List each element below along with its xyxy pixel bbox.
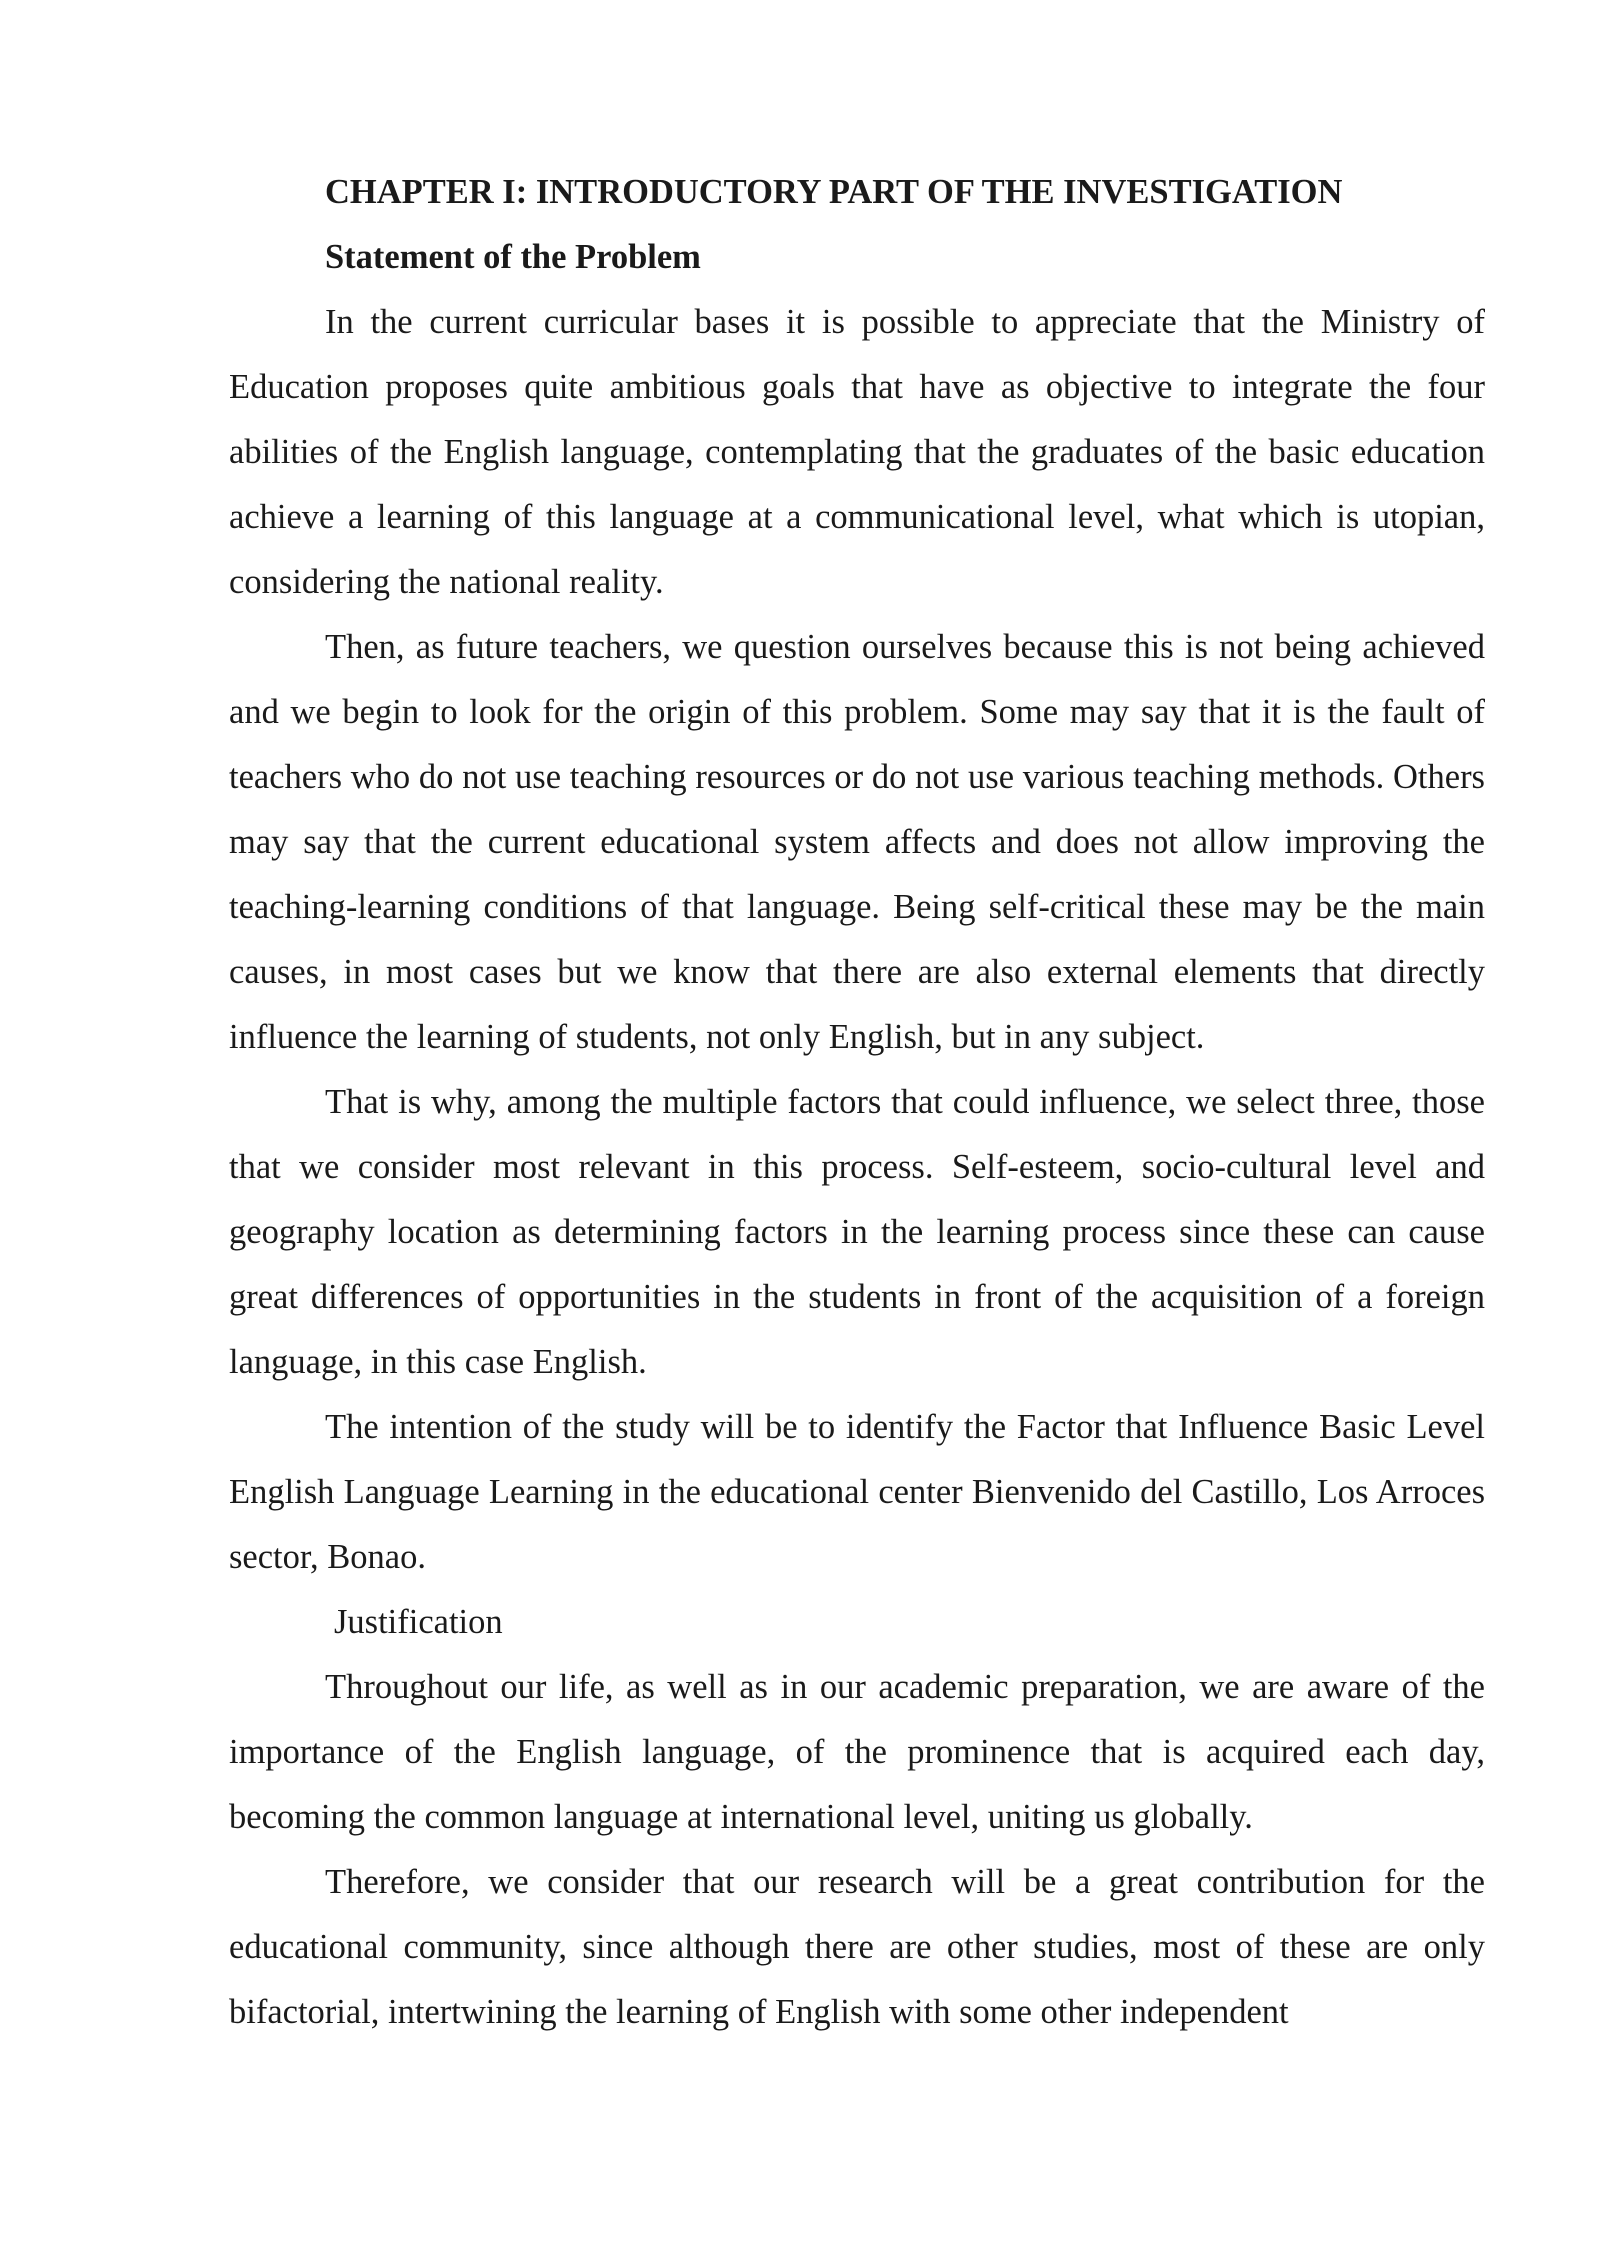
paragraph: Therefore, we consider that our research will be a great contribution for the educational community, since although there are other studies, most of these are only bifactorial, intertwining the learning of English with some other independent (229, 1863, 1485, 2031)
paragraph: That is why, among the multiple factors that could influence, we select three, those that we consider most relevant in this process. Self-esteem, socio-cultural level and geography location as determining factors in the learning process since these can cause great differences of opportunities in the students in front of the acquisition of a foreign language, in this case English. (229, 1083, 1485, 1381)
paragraph: Throughout our life, as well as in our academic preparation, we are aware of the importance of the English language, of the prominence that is acquired each day, becoming the common language at international level, uniting us globally. (229, 1668, 1485, 1836)
paragraph: In the current curricular bases it is possible to appreciate that the Ministry of Education proposes quite ambitious goals that have as objective to integrate the four abilities of the English language, contemplating that the graduates of the basic education achieve a learning of this language at a communicational level, what which is utopian, considering the national reality. (229, 303, 1485, 601)
paragraph: The intention of the study will be to identify the Factor that Influence Basic Level English Language Learning in the educational center Bienvenido del Castillo, Los Arroces sector, Bonao. (229, 1408, 1485, 1576)
chapter-title: CHAPTER I: INTRODUCTORY PART OF THE INVESTIGATION (325, 173, 1343, 211)
paragraph: Then, as future teachers, we question ourselves because this is not being achieved and we begin to look for the origin of this problem. Some may say that it is the fault of teachers who do not use teaching resources or do not use various teaching methods. Others may say that the current educational system affects and does not allow improving the teaching-learning conditions of that language. Being self-critical these may be the main causes, in most cases but we know that there are also external elements that directly influence the learning of students, not only English, but in any subject. (229, 628, 1485, 1056)
section-title-justification: Justification (334, 1603, 503, 1641)
section-title-problem: Statement of the Problem (325, 238, 701, 276)
page-content (229, 160, 1485, 2045)
